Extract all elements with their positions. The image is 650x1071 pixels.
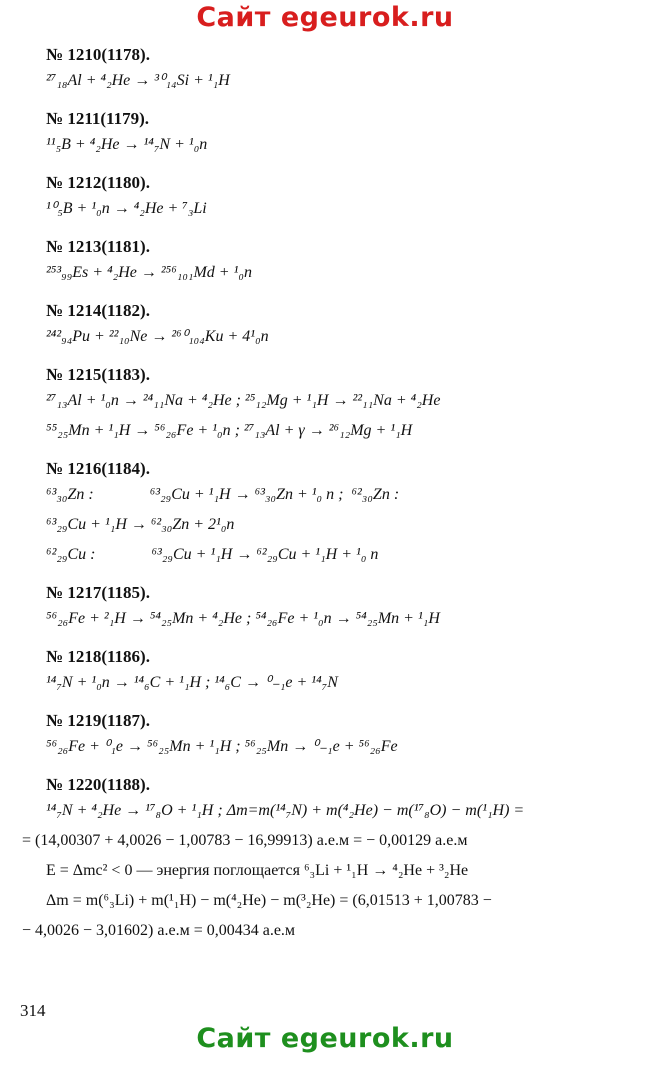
problem-1211 bbox=[46, 108, 622, 160]
problem-1215 bbox=[46, 364, 622, 446]
reaction-line: ²⁵³₉₉Es + ⁴₂He → ²⁵⁶₁₀₁Md + ¹₀n bbox=[46, 264, 252, 281]
calculation-line: − 4,0026 − 3,01602) а.е.м = 0,00434 а.е.м bbox=[22, 922, 296, 939]
problem-title: № 1219(1187). bbox=[46, 711, 150, 730]
reaction-line: ²⁷₁₈Al + ⁴₂He → ³⁰₁₄Si + ¹₁H bbox=[46, 72, 230, 89]
problem-title: № 1212(1180). bbox=[46, 173, 150, 192]
problem-1212 bbox=[46, 172, 622, 224]
problem-title: № 1215(1183). bbox=[46, 365, 150, 384]
solutions-list bbox=[22, 44, 622, 946]
reaction-line: ⁵⁶₂₆Fe + ⁰₁e → ⁵⁶₂₅Mn + ¹₁H ; ⁵⁶₂₅Mn → ⁰₋₁e + ⁵⁶₂₆Fe bbox=[46, 738, 398, 755]
reaction-line: ⁵⁶₂₆Fe + ²₁H → ⁵⁴₂₅Mn + ⁴₂He ; ⁵⁴₂₆Fe + ¹₀n → ⁵⁴₂₅Mn + ¹₁H bbox=[46, 610, 440, 627]
problem-title: № 1210(1178). bbox=[46, 45, 150, 64]
page-number: 314 bbox=[20, 1001, 46, 1020]
problem-1217 bbox=[46, 582, 622, 634]
reaction-line: ²⁴²₉₄Pu + ²²₁₀Ne → ²⁶⁰₁₀₄Ku + 4¹₀n bbox=[46, 328, 269, 345]
problem-1214 bbox=[46, 300, 622, 352]
problem-1216 bbox=[46, 458, 622, 570]
problem-1219 bbox=[46, 710, 622, 762]
reaction-line: ²⁷₁₃Al + ¹₀n → ²⁴₁₁Na + ⁴₂He ; ²⁵₁₂Mg + ¹₁H → ²²₁₁Na + ⁴₂He bbox=[46, 392, 441, 409]
reaction-line: ⁶³₂₉Cu + ¹₁H → ⁶²₃₀Zn + 2¹₀n bbox=[46, 516, 235, 533]
problem-title: № 1220(1188). bbox=[46, 775, 150, 794]
problem-title: № 1211(1179). bbox=[46, 109, 150, 128]
reaction-line: ⁶³₃₀Zn : ⁶³₂₉Cu + ¹₁H → ⁶³₃₀Zn + ¹₀ n ; ⁶²₃₀Zn : bbox=[46, 486, 400, 503]
problem-title: № 1214(1182). bbox=[46, 301, 150, 320]
problem-title: № 1213(1181). bbox=[46, 237, 150, 256]
reaction-line: ¹⁴₇N + ⁴₂He → ¹⁷₈O + ¹₁H ; Δm=m(¹⁴₇N) + m(⁴₂He) − m(¹⁷₈O) − m(¹₁H) = bbox=[46, 802, 525, 819]
problem-title: № 1217(1185). bbox=[46, 583, 150, 602]
problem-title: № 1218(1186). bbox=[46, 647, 150, 666]
problem-1213 bbox=[46, 236, 622, 288]
reaction-line: ⁶²₂₉Cu : ⁶³₂₉Cu + ¹₁H → ⁶²₂₉Cu + ¹₁H + ¹₀ n bbox=[46, 546, 379, 563]
site-header: Сайт egeurok.ru bbox=[196, 2, 454, 33]
reaction-line: ¹⁰₅B + ¹₀n → ⁴₂He + ⁷₃Li bbox=[46, 200, 207, 217]
reaction-line: ¹¹₅B + ⁴₂He → ¹⁴₇N + ¹₀n bbox=[46, 136, 208, 153]
problem-title: № 1216(1184). bbox=[46, 459, 150, 478]
problem-1220 bbox=[46, 774, 622, 826]
calculation-line: E = Δmc² < 0 — энергия поглощается ⁶₃Li + ¹₁H → ⁴₂He + ³₂He bbox=[46, 862, 469, 879]
calculation-line: Δm = m(⁶₃Li) + m(¹₁H) − m(⁴₂He) − m(³₂He) = (6,01513 + 1,00783 − bbox=[46, 892, 492, 909]
calculation-line: = (14,00307 + 4,0026 − 1,00783 − 16,99913) а.е.м = − 0,00129 а.е.м bbox=[22, 832, 468, 849]
reaction-line: ¹⁴₇N + ¹₀n → ¹⁴₆C + ¹₁H ; ¹⁴₆C → ⁰₋₁e + ¹⁴₇N bbox=[46, 674, 338, 691]
reaction-line: ⁵⁵₂₅Mn + ¹₁H → ⁵⁶₂₆Fe + ¹₀n ; ²⁷₁₃Al + γ → ²⁶₁₂Mg + ¹₁H bbox=[46, 422, 413, 439]
problem-1218 bbox=[46, 646, 622, 698]
problem-1210 bbox=[46, 44, 622, 96]
site-footer: Сайт egeurok.ru bbox=[196, 1023, 454, 1054]
